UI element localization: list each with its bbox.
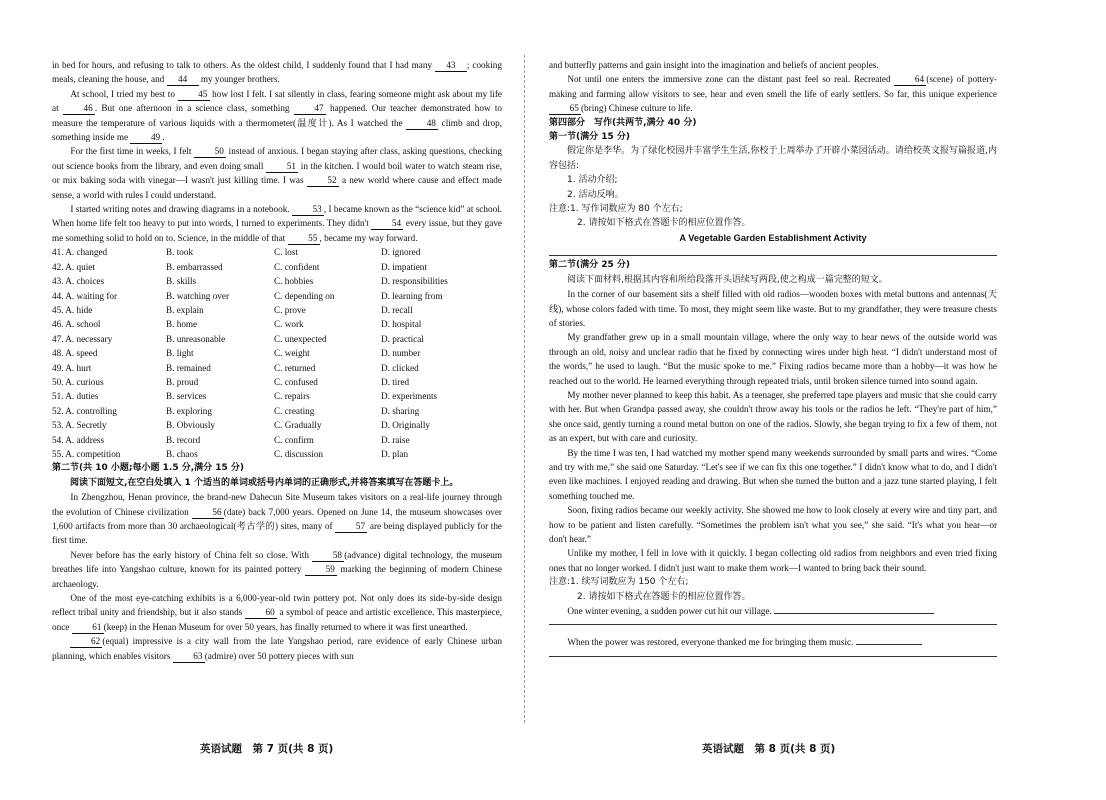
page-8-footer: 英语试题 第 8 页(共 8 页) (702, 743, 836, 755)
answer-blank: 63 (173, 650, 205, 663)
option-choice: 55. A. competition (52, 448, 121, 459)
option-choice: D. recall (381, 304, 413, 315)
paragraph-text: , I became known as the “science kid” at school. When home life felt too heavy to put into words, I turned to experiments. They didn't (52, 204, 503, 229)
option-choice: C. work (274, 319, 304, 330)
part-4-title: 第四部分 写作(共两节,满分 40 分) (549, 117, 697, 128)
option-choice: B. proud (166, 376, 199, 387)
option-choice: 48. A. speed (52, 348, 98, 359)
story-paragraph-1: In the corner of our basement sits a shelf filled with old radios—wooden boxes with metal buttons and antennas(天线), whose colors faded with time. To most, they might seem like waste. But to my grandfather, they were treasure chests of stories. (549, 289, 997, 328)
story-paragraph-5: Soon, fixing radios became our weekly activity. She showed me how to look closely at every wire and tiny part, and how to be patient and listen carefully. “Sometimes the problem isn't what you see,” she said. “It's what you hear—or don't hear.” (549, 505, 997, 544)
option-choice: 47. A. necessary (52, 333, 113, 344)
continuation-start-2: When the power was restored, everyone thanked me for bringing them music. (549, 635, 997, 649)
grammar-paragraph-6 (549, 72, 997, 115)
option-choice: D. clicked (381, 362, 419, 373)
writing-item-1: 1. 活动介绍; (567, 175, 618, 186)
writing-section-2-instructions: 阅读下面材料,根据其内容和所给段落开头语续写两段,使之构成一篇完整的短文。 (567, 274, 888, 285)
writing-note-1: 注意:1. 写作词数应为 80 个左右; (549, 204, 683, 215)
paragraph-text: and butterfly patterns and gain insight into the imagination and beliefs of ancient peoples. (549, 60, 879, 70)
cloze-options (52, 245, 502, 461)
paragraph-text: (advance) digital technology, the museum breathes life into Yangshao culture, known for its painted pottery (52, 549, 502, 575)
option-choice: 42. A. quiet (52, 261, 95, 272)
answer-line (549, 624, 997, 625)
answer-blank: 54 (371, 217, 403, 230)
option-row (52, 361, 502, 375)
answer-blank: 60 (245, 606, 277, 619)
answer-blank: 45 (178, 88, 210, 101)
paragraph-text: (scene) of pottery-making and farming allow visitors to see, hear and even smell the life of early settlers. So far, this unique experience (549, 74, 997, 99)
option-choice: 43. A. choices (52, 276, 105, 287)
cloze-paragraph-3 (52, 144, 502, 202)
option-choice: D. responsibilities (381, 276, 448, 287)
option-choice: C. hobbies (274, 276, 314, 287)
option-choice: B. remained (166, 362, 211, 373)
answer-blank: 65 (549, 102, 581, 115)
option-choice: C. depending on (274, 290, 335, 301)
option-choice: C. discussion (274, 448, 324, 459)
paragraph-text: instead of anxious. I began staying after class, asking questions, checking out science books from the library, and even doing small (52, 146, 502, 171)
paragraph-text: a new world where cause and effect made sense, a world with rules I could understand. (52, 175, 502, 200)
option-choice: B. services (166, 391, 207, 402)
answer-blank: 51 (266, 160, 298, 173)
option-choice: D. ignored (381, 247, 421, 258)
option-choice: C. returned (274, 362, 316, 373)
option-choice: C. confused (274, 376, 318, 387)
option-row (52, 404, 502, 418)
section-2-instructions: 阅读下面短文,在空白处填入 1 个适当的单词或括号内单词的正确形式,并将答案填写在答题卡上。 (70, 477, 459, 488)
cloze-paragraph-intro (52, 58, 502, 87)
paragraph-text: Never before has the early history of China felt so close. With (70, 549, 313, 560)
option-row (52, 260, 502, 274)
grammar-paragraph-3 (52, 591, 502, 634)
cloze-paragraph-4 (52, 202, 502, 245)
paragraph-text: a symbol of peace and artistic excellence. This masterpiece, once (52, 607, 502, 632)
option-row (52, 332, 502, 346)
option-choice: B. embarrassed (166, 261, 223, 272)
answer-blank: 46 (63, 102, 95, 115)
answer-blank: 61 (72, 621, 104, 634)
option-choice: 50. A. curious (52, 376, 104, 387)
option-choice: C. repairs (274, 391, 310, 402)
option-choice: 45. A. hide (52, 304, 93, 315)
paragraph-text: climb and drop, something inside me (52, 117, 502, 143)
paragraph-text: my younger brothers. (198, 74, 280, 85)
grammar-paragraph-4 (52, 634, 502, 663)
paragraph-text: (bring) Chinese culture to life. (581, 103, 693, 114)
paragraph-text: (equal) impressive is a city wall from the late Yangshao period, rare evidence of early Chinese urban planning, which enables visitors (52, 636, 502, 661)
essay-title: A Vegetable Garden Establishment Activity (679, 232, 867, 243)
answer-blank: 53 (292, 203, 324, 216)
option-row (52, 433, 502, 447)
option-choice: D. practical (381, 333, 424, 344)
paragraph-text: At school, I tried my best to (70, 88, 178, 99)
option-choice: B. exploring (166, 405, 212, 416)
answer-blank: 62 (70, 635, 102, 648)
option-row (52, 303, 502, 317)
option-choice: B. Obviously (166, 420, 216, 431)
option-choice: C. prove (274, 304, 306, 315)
paragraph-text: (keep) in the Henan Museum for over 50 years, has finally returned to where it was first unearthed. (103, 621, 468, 632)
paragraph-text: happened. Our teacher demonstrated how to measure the temperature of various liquids with a thermometer(温度计). As I watched the (52, 103, 502, 128)
option-choice: D. impatient (381, 261, 427, 272)
paragraph-text: how lost I felt. I sat silently in class, fearing someone might ask about my life at (52, 88, 502, 114)
page-7 (52, 58, 502, 663)
option-choice: D. Originally (381, 420, 430, 431)
option-choice: D. plan (381, 448, 409, 459)
option-choice: C. Gradually (274, 420, 322, 431)
answer-line (549, 255, 997, 256)
option-choice: B. record (166, 434, 201, 445)
paragraph-text: For the first time in weeks, I felt (70, 146, 195, 157)
option-choice: D. raise (381, 434, 410, 445)
option-choice: B. watching over (166, 290, 230, 301)
paragraph-text: in the kitchen. I would boil water to watch steam rise, or mix baking soda with vinegar—I wasn't just killing time. I was (52, 160, 503, 186)
paragraph-text: (admire) over 50 pottery pieces with sun (204, 650, 354, 661)
paragraph-text: in bed for hours, and refusing to talk to others. As the oldest child, I suddenly found that I had many (52, 60, 435, 70)
option-choice: B. light (166, 348, 194, 359)
option-choice: 53. A. Secretly (52, 420, 107, 431)
option-choice: C. confident (274, 261, 320, 272)
paragraph-text: . But one afternoon in a science class, something (94, 103, 294, 114)
continuation-start-1: One winter evening, a sudden power cut hit our village. (549, 604, 997, 618)
option-row (52, 375, 502, 389)
option-choice: B. chaos (166, 448, 198, 459)
paragraph-text: Not until one enters the immersive zone can the distant past feel so real. Recreated (567, 74, 895, 85)
option-choice: 54. A. address (52, 434, 105, 445)
option-row (52, 447, 502, 461)
writing-section-1-instructions: 假定你是李华。为了绿化校园并丰富学生生活,你校于上周举办了开辟小菜园活动。请给校英文报写篇报道,内容包括: (549, 146, 997, 171)
option-row (52, 289, 502, 303)
option-row (52, 418, 502, 432)
answer-blank: 48 (406, 117, 438, 130)
option-choice: D. experiments (381, 391, 438, 402)
story-paragraph-2: My grandfather grew up in a small mountain village, where the only way to hear news of the outside world was through an old, noisy and unclear radio that he fixed by connecting wires under high heat. “I didn't understand most of the words,” he used to laugh. “But the music spoke to me.” Fixing radios became more than a hobby—it was how he reached out to the world. He learned everything through repeated trials, until broken silence turned into sound again. (549, 332, 997, 386)
story-paragraph-4: By the time I was ten, I had watched my mother spend many weekends surrounded by small parts and wires. “Come and try with me,” she said one Saturday. “Let's see if we can fix this one together.” I didn't know what to do, and I didn't even like machines. I enjoyed reading and drawing. But when she turned the button and a jazz tune started playing, I felt something touched me. (549, 447, 997, 501)
paragraph-text: , became my way forward. (319, 232, 418, 243)
continuation-note-1: 注意:1. 续写词数应为 150 个左右; (549, 577, 689, 588)
option-choice: 49. A. hurt (52, 362, 92, 373)
page-7-footer: 英语试题 第 7 页(共 8 页) (200, 743, 334, 755)
option-choice: C. creating (274, 405, 315, 416)
grammar-paragraph-5 (549, 58, 997, 72)
option-choice: C. unexpected (274, 333, 327, 344)
option-row (52, 245, 502, 259)
option-choice: B. home (166, 319, 198, 330)
answer-line (549, 656, 997, 657)
paragraph-text: marking the beginning of modern Chinese archaeology. (52, 564, 502, 589)
writing-section-1-title: 第一节(满分 15 分) (549, 132, 631, 143)
option-row (52, 389, 502, 403)
answer-blank: 43 (435, 59, 467, 72)
answer-blank: 57 (335, 520, 367, 533)
answer-blank: 50 (194, 145, 226, 158)
section-2-title: 第二节(共 10 小题;每小题 1.5 分,满分 15 分) (52, 463, 245, 474)
paragraph-text: ; cooking meals, cleaning the house, and (52, 60, 502, 85)
cloze-paragraph-2 (52, 87, 502, 145)
answer-blank: 64 (894, 73, 926, 86)
option-choice: B. skills (166, 276, 197, 287)
option-choice: B. unreasonable (166, 333, 226, 344)
option-choice: D. learning from (381, 290, 443, 301)
answer-blank: 58 (312, 549, 344, 562)
answer-blank: 56 (192, 506, 224, 519)
paragraph-text: (date) back 7,000 years. Opened on June 14, the museum showcases over 1,600 artifacts from more than 30 archaeological(考古学的) sites, many of (52, 506, 502, 531)
option-choice: D. sharing (381, 405, 420, 416)
option-choice: C. confirm (274, 434, 314, 445)
writing-item-2: 2. 活动反响。 (567, 189, 624, 200)
option-choice: B. took (166, 247, 194, 258)
page-8 (549, 58, 997, 657)
grammar-paragraph-1 (52, 490, 502, 548)
answer-blank: 44 (167, 73, 199, 86)
option-choice: 46. A. school (52, 319, 101, 330)
option-row (52, 346, 502, 360)
option-row (52, 317, 502, 331)
grammar-paragraph-2 (52, 548, 502, 591)
answer-blank: 55 (288, 232, 320, 245)
option-choice: D. number (381, 348, 421, 359)
paragraph-text: In Zhengzhou, Henan province, the brand-new Dahecun Site Museum takes visitors on a real-life journey through the evolution of Chinese civilization (52, 492, 502, 517)
option-choice: 44. A. waiting for (52, 290, 118, 301)
paragraph-text: . (162, 132, 165, 143)
continuation-note-2: 2. 请按如下格式在答题卡的相应位置作答。 (577, 591, 751, 602)
option-choice: B. explain (166, 304, 204, 315)
answer-blank: 49 (130, 131, 162, 144)
story-paragraph-3: My mother never planned to keep this habit. As a teenager, she preferred tape players and music that she could carry with her. But when Grandpa passed away, she couldn't throw away his tools or the radios he left. “They're part of him,” she once said, gently turning a round metal button on one of the radios. Slowly, she began trying to fix a few of them, not as an expert, but with care and curiosity. (549, 389, 997, 444)
story-paragraph-6: Unlike my mother, I fell in love with it quickly. I began collecting old radios from neighbors and even tried fixing ones that no longer worked. I didn't just want to make them work—I wanted to bring back their sound. (549, 548, 997, 573)
paragraph-text: I started writing notes and drawing diagrams in a notebook. (70, 204, 292, 215)
answer-blank: 59 (305, 563, 337, 576)
paragraph-text: are being displayed publicly for the first time. (52, 521, 502, 546)
paragraph-text: every issue, but they gave me something solid to hold on to. Science, in the middle of that (52, 218, 502, 243)
writing-section-2-title: 第二节(满分 25 分) (549, 260, 631, 271)
option-choice: C. lost (274, 247, 298, 258)
answer-blank: 52 (307, 174, 339, 187)
option-choice: 41. A. changed (52, 247, 108, 258)
option-choice: C. weight (274, 348, 310, 359)
option-choice: 51. A. duties (52, 391, 99, 402)
option-choice: D. tired (381, 376, 410, 387)
page-divider (524, 55, 525, 723)
option-row (52, 274, 502, 288)
writing-note-2: 2. 请按如下格式在答题卡的相应位置作答。 (577, 218, 751, 229)
option-choice: 52. A. controlling (52, 405, 117, 416)
option-choice: D. hospital (381, 319, 422, 330)
answer-blank: 47 (294, 102, 326, 115)
paragraph-text: One of the most eye-catching exhibits is a 6,000-year-old twin pottery pot. Not only does its side-by-side design reflect tribal unity and friendship, but it also stands (52, 593, 502, 618)
